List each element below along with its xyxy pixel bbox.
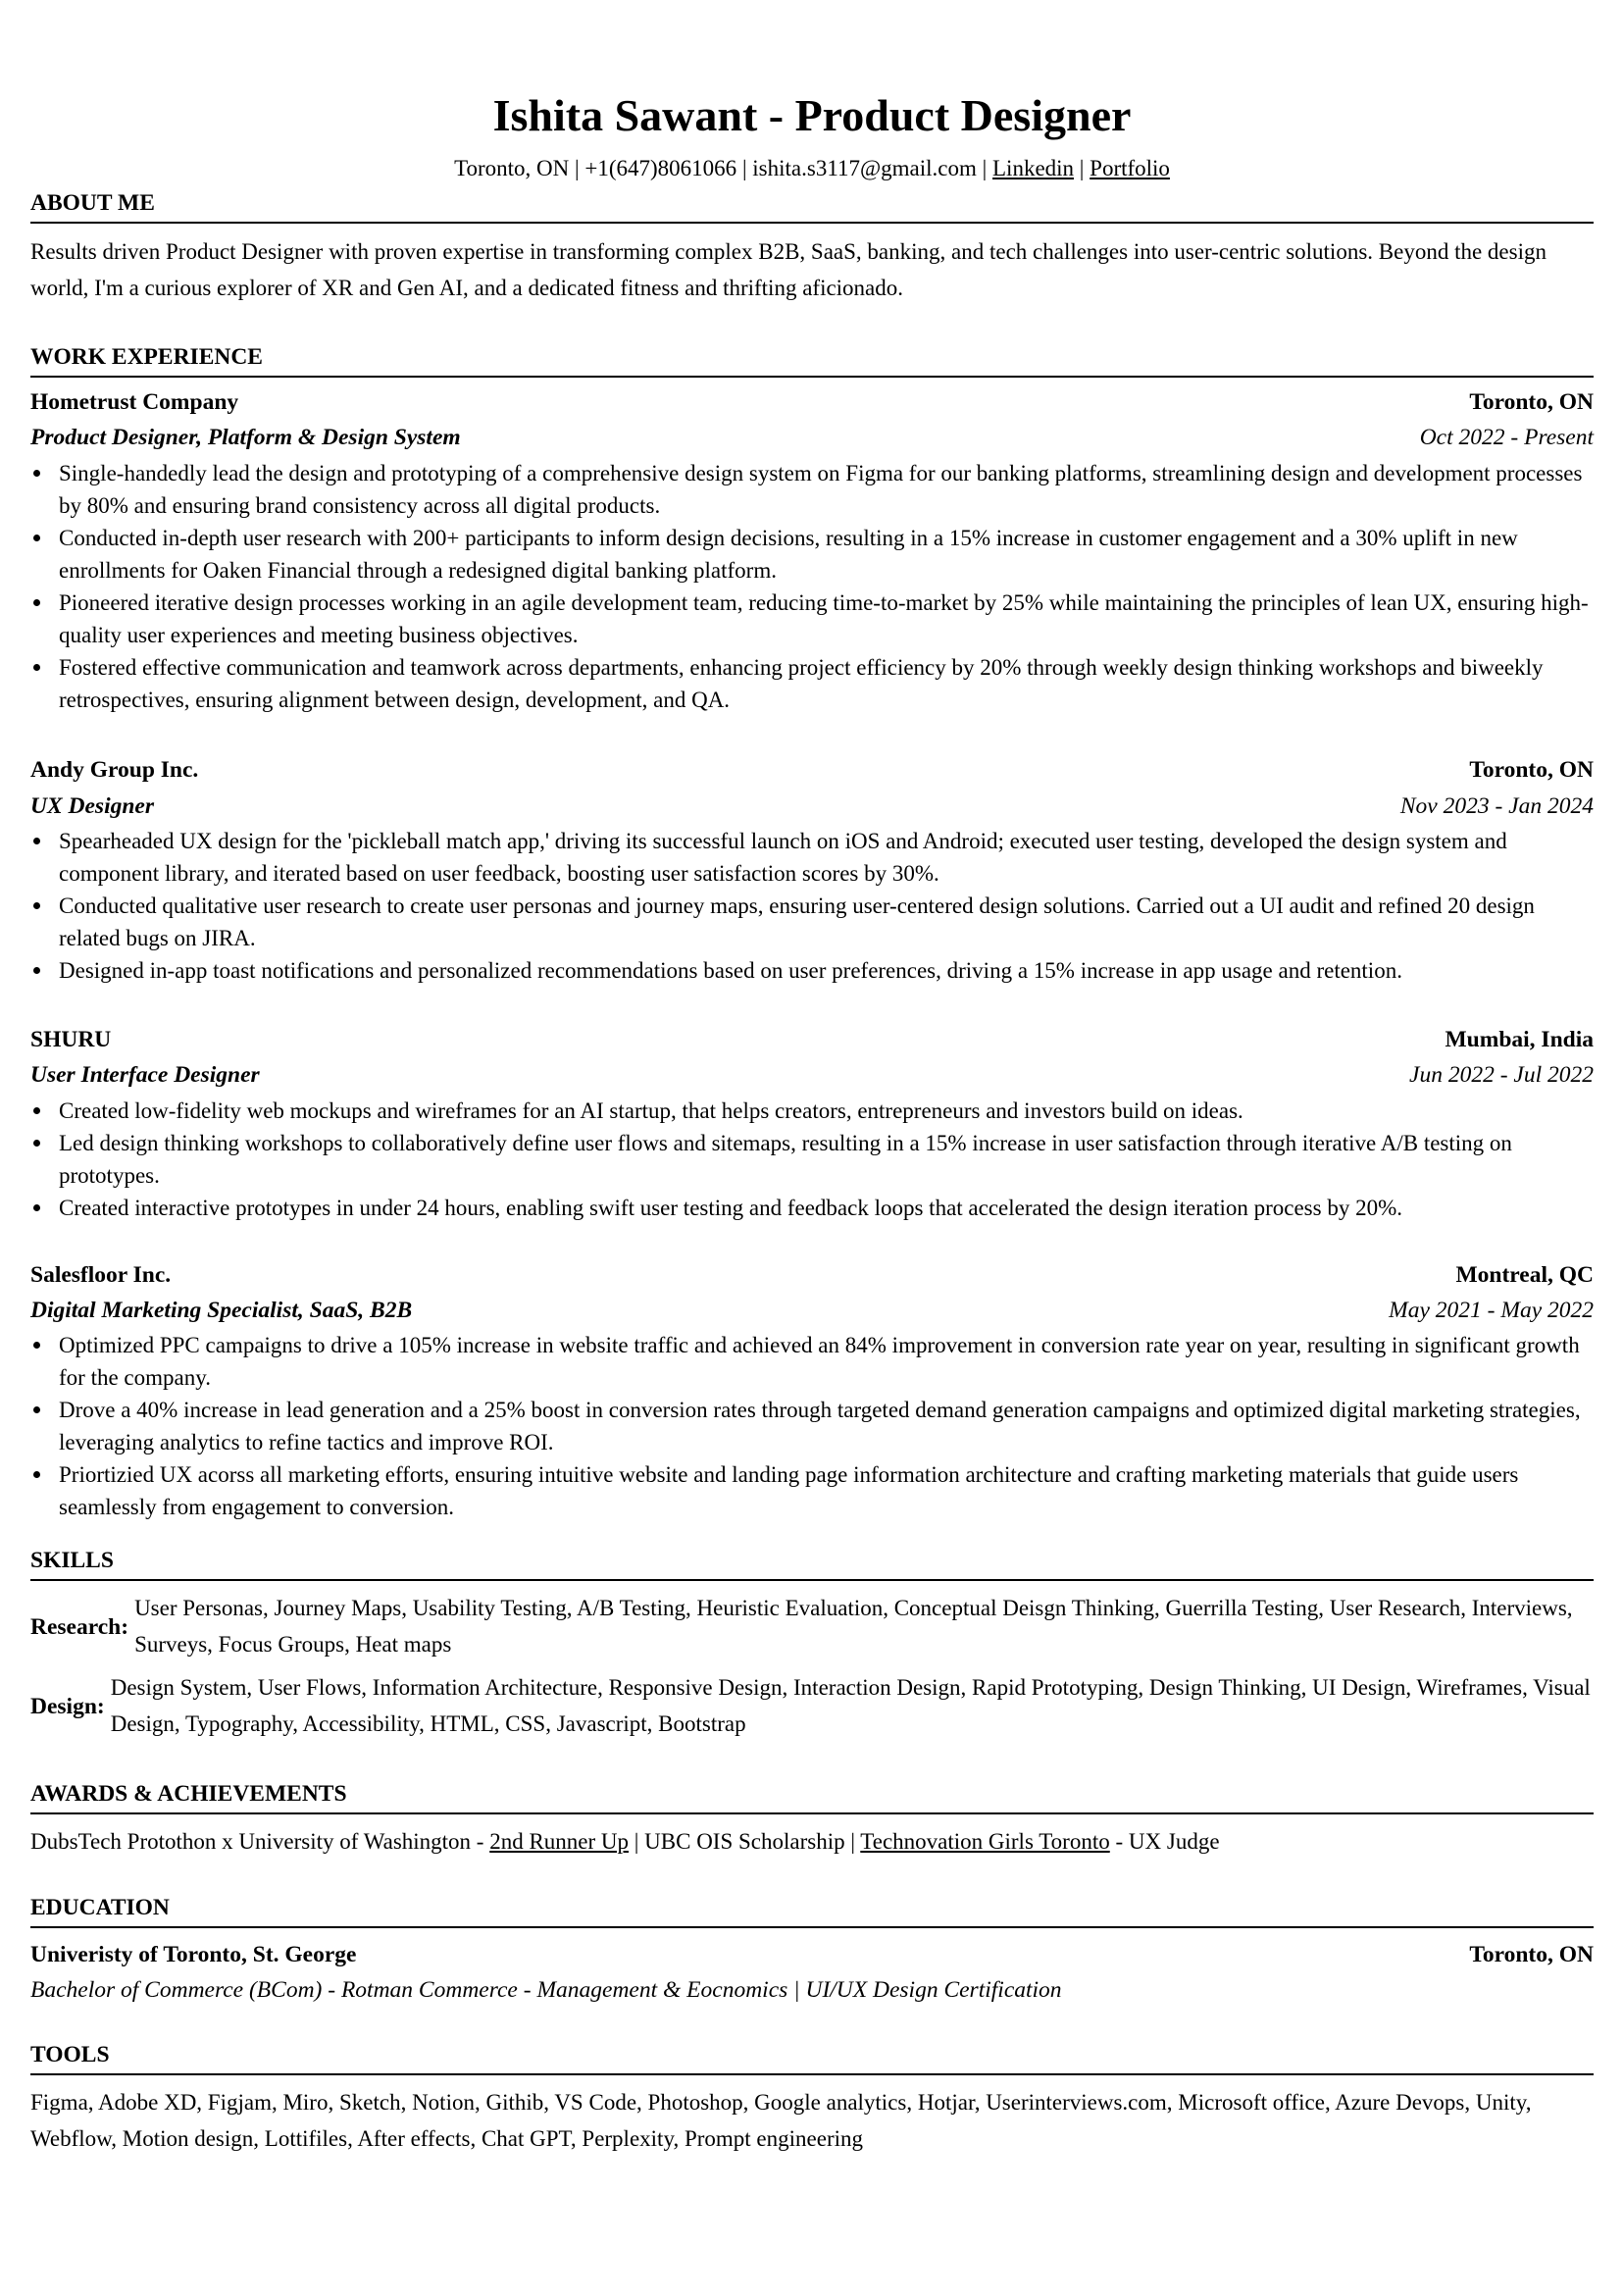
job-location: Mumbai, India — [1445, 1027, 1594, 1052]
education-school: Univeristy of Toronto, St. George — [30, 1942, 357, 1967]
job-location: Toronto, ON — [1469, 757, 1594, 783]
section-title-education: EDUCATION — [30, 1892, 1594, 1928]
list-item: Conducted qualitative user research to create user personas and journey maps, ensuring user-centered design solutions. Carried out a UI audit and refined 20 design related bugs on JIRA. — [30, 890, 1594, 954]
section-title-work: WORK EXPERIENCE — [30, 341, 1594, 378]
skills-design — [30, 1670, 1594, 1742]
list-item: Drove a 40% increase in lead generation and a 25% boost in conversion rates through targeted demand generation campaigns and optimized digital marketing strategies, leveraging analytics to refine tactics and improve ROI. — [30, 1394, 1594, 1458]
list-item: Priortizied UX acorss all marketing efforts, ensuring intuitive website and landing page information architecture and crafting marketing materials that guide users seamlessly from engagement to conversion. — [30, 1458, 1594, 1523]
skills-research-text: User Personas, Journey Maps, Usability Testing, A/B Testing, Heuristic Evaluation, Conceptual Deisgn Thinking, Guerrilla Testing, User Research, Interviews, Surveys, Focus Groups, Heat maps — [134, 1596, 1573, 1657]
section-title-awards: AWARDS & ACHIEVEMENTS — [30, 1778, 1594, 1814]
job-location: Montreal, QC — [1455, 1262, 1594, 1288]
list-item: Spearheaded UX design for the 'pickleball match app,' driving its successful launch on iOS and Android; executed user testing, developed the design system and component library, and iterated based on user feedback, boosting user satisfaction scores by 30%. — [30, 825, 1594, 890]
contact-email: ishita.s3117@gmail.com — [752, 156, 977, 180]
job-company: Hometrust Company — [30, 389, 239, 415]
job-role: Product Designer, Platform & Design System — [30, 425, 461, 450]
list-item: Fostered effective communication and teamwork across departments, enhancing project efficiency by 20% through weekly design thinking workshops and biweekly retrospectives, ensuring alignment between design, development, and QA. — [30, 651, 1594, 716]
list-item: Designed in-app toast notifications and personalized recommendations based on user preferences, driving a 15% increase in app usage and retention. — [30, 954, 1594, 987]
about-text: Results driven Product Designer with proven expertise in transforming complex B2B, SaaS, banking, and tech challenges into user-centric solutions. Beyond the design world, I'm a curious explorer of XR and Gen AI, and a dedicated fitness and thrifting aficionado. — [30, 239, 1547, 300]
education-degree: Bachelor of Commerce (BCom) - Rotman Commerce - Management & Eocnomics | UI/UX Design Certification — [30, 1977, 1062, 2003]
skills-design-label: Design: — [30, 1693, 105, 1719]
education-location: Toronto, ON — [1469, 1942, 1594, 1967]
separator: | — [736, 156, 753, 180]
portfolio-link[interactable]: Portfolio — [1090, 156, 1170, 180]
skills-design-text: Design System, User Flows, Information Architecture, Responsive Design, Interaction Design, Rapid Prototyping, Design Thinking, UI Design, Wireframes, Visual Design, Typography, Accessibility, HTML, CSS, Javascript, Bootstrap — [110, 1675, 1591, 1736]
job-bullets — [30, 1095, 1594, 1224]
job-dates: Oct 2022 - Present — [1419, 425, 1594, 450]
section-title-tools: TOOLS — [30, 2039, 1594, 2075]
separator: | — [569, 156, 585, 180]
awards-text-part: DubsTech Protothon x University of Washington - — [30, 1829, 490, 1854]
job-role: User Interface Designer — [30, 1062, 260, 1088]
section-title-skills: SKILLS — [30, 1545, 1594, 1581]
job-bullets — [30, 825, 1594, 987]
awards-text — [30, 1824, 1594, 1861]
contact-line — [30, 152, 1594, 185]
list-item: Single-handedly lead the design and prototyping of a comprehensive design system on Figma for our banking platforms, streamlining design and development processes by 80% and ensuring brand consistency across all digital products. — [30, 457, 1594, 522]
job-dates: Nov 2023 - Jan 2024 — [1399, 793, 1594, 819]
skills-research-label: Research: — [30, 1613, 129, 1640]
list-item: Created low-fidelity web mockups and wireframes for an AI startup, that helps creators, entrepreneurs and investors build on ideas. — [30, 1095, 1594, 1127]
job-company: Salesfloor Inc. — [30, 1262, 172, 1288]
job-company: SHURU — [30, 1027, 112, 1052]
job-role: Digital Marketing Specialist, SaaS, B2B — [30, 1298, 413, 1323]
separator: | — [1074, 156, 1090, 180]
job-dates: Jun 2022 - Jul 2022 — [1409, 1062, 1594, 1088]
job-location: Toronto, ON — [1469, 389, 1594, 415]
job-dates: May 2021 - May 2022 — [1389, 1298, 1594, 1323]
list-item: Conducted in-depth user research with 200+ participants to inform design decisions, resulting in a 15% increase in customer engagement and a 30% uplift in new enrollments for Oaken Financial through a redesigned digital banking platform. — [30, 522, 1594, 587]
list-item: Created interactive prototypes in under 24 hours, enabling swift user testing and feedback loops that accelerated the design iteration process by 20%. — [30, 1192, 1594, 1224]
awards-text-part: - UX Judge — [1109, 1829, 1220, 1854]
job-bullets — [30, 1329, 1594, 1523]
skills-research — [30, 1591, 1594, 1662]
list-item: Pioneered iterative design processes working in an agile development team, reducing time-to-market by 25% while maintaining the principles of lean UX, ensuring high-quality user experiences and meeting business objectives. — [30, 587, 1594, 651]
technovation-link[interactable]: Technovation Girls Toronto — [860, 1829, 1110, 1854]
section-title-about: ABOUT ME — [30, 187, 1594, 224]
runner-up-link[interactable]: 2nd Runner Up — [489, 1829, 630, 1854]
page-title: Ishita Sawant - Product Designer — [492, 90, 1132, 140]
tools-text: Figma, Adobe XD, Figjam, Miro, Sketch, Notion, Githib, VS Code, Photoshop, Google analytics, Hotjar, Userinterviews.com, Microsoft office, Azure Devops, Unity, Webflow, Motion design, Lottifiles, After effects, Chat GPT, Perplexity, Prompt engineering — [30, 2090, 1532, 2151]
job-company: Andy Group Inc. — [30, 757, 199, 783]
separator: | — [976, 156, 992, 180]
list-item: Optimized PPC campaigns to drive a 105% increase in website traffic and achieved an 84% improvement in conversion rate year on year, resulting in significant growth for the company. — [30, 1329, 1594, 1394]
awards-text-part: | UBC OIS Scholarship | — [629, 1829, 861, 1854]
contact-location: Toronto, ON — [454, 156, 570, 180]
contact-phone: +1(647)8061066 — [584, 156, 737, 180]
job-role: UX Designer — [30, 793, 154, 819]
job-bullets — [30, 457, 1594, 716]
list-item: Led design thinking workshops to collaboratively define user flows and sitemaps, resulting in a 15% increase in user satisfaction through iterative A/B testing on prototypes. — [30, 1127, 1594, 1192]
linkedin-link[interactable]: Linkedin — [992, 156, 1075, 180]
